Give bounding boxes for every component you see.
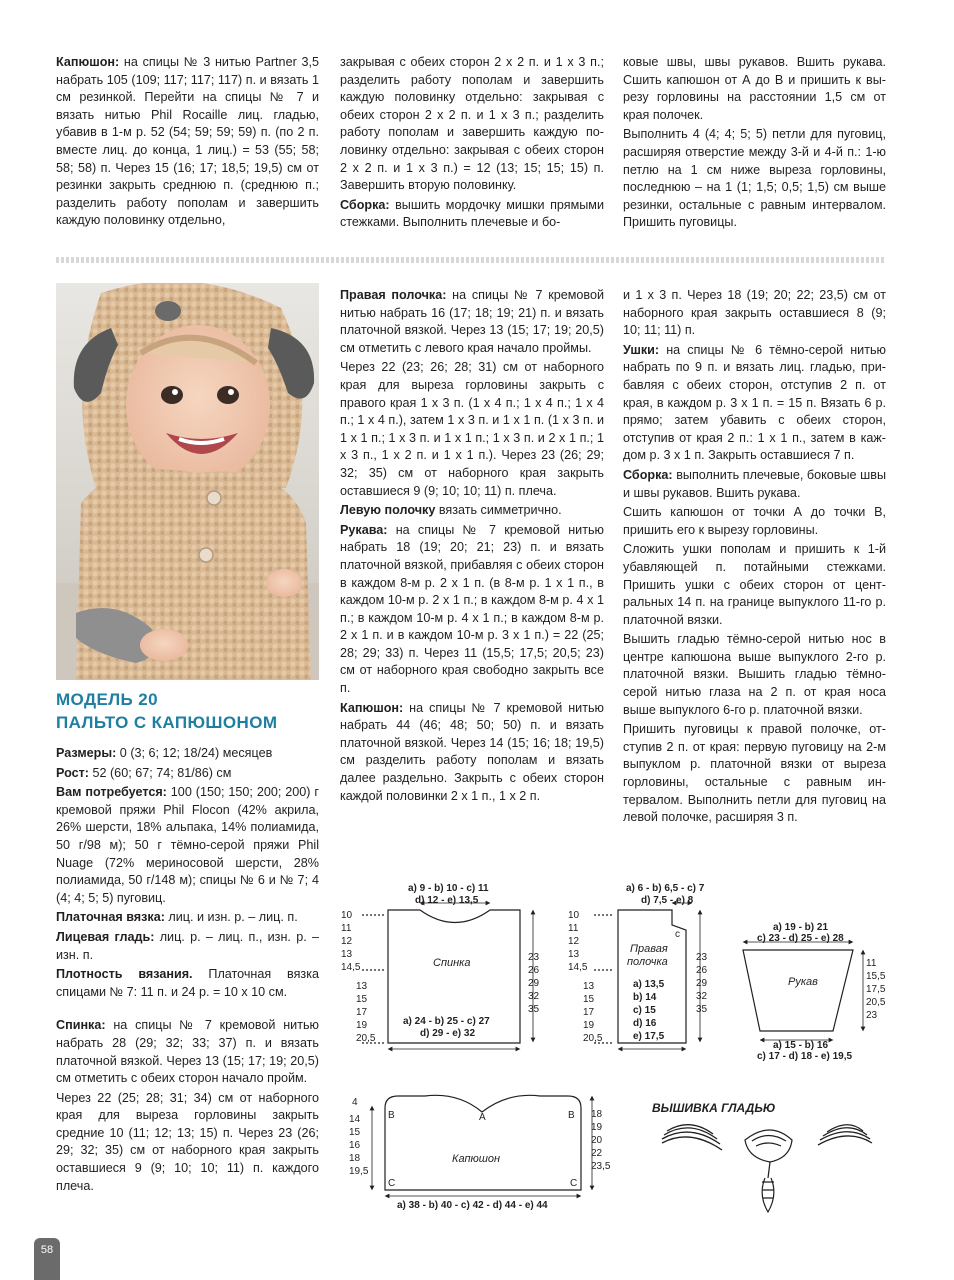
front-left-bottom-sizes: [583, 981, 603, 1044]
sleeves-text: на спицы № 7 кремовой нитью набрать 18 (19; 20; 21; 23) п. и вязать платочной вязкой, прибавляя с обеих сторон в каждом 8-м р. 2 х 1 п. (в 8-м р. 1 х 1 п., в каждом 10-м р. 2 х 1 п.; в каждом 8-м р. 4 х 1 п.; в каждом 10-м р. 4 х 1 п.; в каждом 8-м р. 2 х 1 п. и в каждом 10-м р. 3 х 1 п.) = 22 (25; 28; 29; 33) п. Через 11 (15,5; 17,5; 20,5; 23) см от наборного края свободно закрыть все п.: [340, 522, 604, 696]
sizes-value: 0 (3; 6; 12; 18/24) месяцев: [116, 746, 273, 760]
sleeve-top-label-1: a) 19 - b) 21: [773, 922, 829, 933]
hood-schematic: [372, 1095, 592, 1196]
hood-point-a: A: [479, 1112, 486, 1123]
size: 10: [341, 910, 353, 921]
size: 20,5: [356, 1033, 376, 1044]
stockinette-label: Лицевая гладь:: [56, 929, 155, 944]
hood-bottom-label: a) 38 - b) 40 - c) 42 - d) 44 - e) 44: [397, 1200, 548, 1211]
sleeve-label-name: Рукав: [788, 976, 818, 988]
embroidery-eye-left: [662, 1125, 722, 1150]
ears-label: Ушки:: [623, 342, 660, 357]
size: 15,5: [866, 971, 886, 982]
size: 23: [528, 952, 540, 963]
size: 32: [696, 991, 708, 1002]
size: 23,5: [591, 1161, 611, 1172]
assembly-text: вышить мордочку мишки прямыми стежками. Выполнить плечевые и бо-: [340, 197, 604, 230]
size: 19,5: [349, 1166, 369, 1177]
left-front-text: вязать симметрично.: [435, 503, 562, 518]
width: d) 16: [633, 1018, 657, 1029]
hood-left-sizes: [349, 1114, 369, 1177]
size: 19: [591, 1122, 603, 1133]
front-left-top-sizes: [568, 910, 588, 973]
height-label: Рост:: [56, 765, 89, 780]
gauge-value: Платочная вязка спицами № 7: 11 п. и 24 р. = 10 х 10 см.: [56, 967, 319, 999]
width: b) 14: [633, 992, 657, 1003]
materials-label: Вам потребуется:: [56, 785, 167, 800]
back-bottom-label-2: d) 29 - e) 32: [420, 1028, 476, 1039]
size: 23: [696, 952, 708, 963]
sleeve-bottom-label-2: c) 17 - d) 18 - e) 19,5: [757, 1051, 853, 1062]
back-right-sizes: [528, 952, 540, 1015]
sleeves-label: Рукава:: [340, 522, 388, 537]
hood-point-c-right: C: [570, 1178, 578, 1189]
hood-left-top-size: 4: [352, 1097, 358, 1108]
embroidery-eye-right: [818, 1125, 872, 1145]
size: 17: [583, 1007, 595, 1018]
size: 19: [356, 1020, 368, 1031]
size: 16: [349, 1140, 361, 1151]
size: 29: [696, 978, 708, 989]
width: c) 15: [633, 1005, 656, 1016]
size: 12: [568, 936, 580, 947]
size: 18: [349, 1153, 361, 1164]
hood-right-sizes: [591, 1109, 611, 1172]
size: 19: [583, 1020, 595, 1031]
hood-text-2: на спицы № 7 кремовой нитью набрать 44 (46; 48; 50; 50) п. и вязать платочной вязкой. Через 14 (15; 16; 18; 19,5) см разделить работу пополам и вязать далее раздельно. Закрыть с обеих сторон каждой половинки 2 х 1 п., 1 х 2 п.: [340, 700, 604, 803]
embroidery-title: ВЫШИВКА ГЛАДЬЮ: [652, 1101, 776, 1115]
size: 14: [349, 1114, 361, 1125]
back-left-bottom-sizes: [356, 981, 376, 1044]
size: 22: [591, 1148, 603, 1159]
hood-text-continued: закрывая с обеих сторон 2 х 2 п. и 1 х 3 п.; разделить работу пополам и завершить каждую половинку отдельно: закрывая с обеих сторон 2 х 2 п. и 1 х 3 п.; разделить работу пополам и завершить каждую половинку отдельно: закрывая с обеих сторон 2 х 2 п. и 1 х 3 п.) = 12 (13; 15; 15; 15) п. Завершить вторую половинку.: [340, 55, 604, 193]
front-top-label-1: a) 6 - b) 6,5 - c) 7: [626, 883, 705, 894]
assembly-label: Сборка:: [623, 467, 673, 482]
back-top-label-1: a) 9 - b) 10 - c) 11: [408, 883, 489, 894]
hood-point-c-left: C: [388, 1178, 396, 1189]
garter-label: Платочная вязка:: [56, 910, 165, 925]
stockinette-value: лиц. р. – лиц. п., изн. р. – изн. п.: [56, 929, 319, 962]
width: e) 17,5: [633, 1031, 665, 1042]
size: 29: [528, 978, 540, 989]
size: 26: [528, 965, 540, 976]
sleeve-right-sizes: [866, 958, 886, 1021]
assembly-heading: Сборка:: [340, 197, 390, 212]
size: 35: [696, 1004, 708, 1015]
back-left-top-sizes: [341, 910, 361, 973]
back-top-label-2: d) 12 - e) 13,5: [415, 895, 479, 906]
sleeve-bottom-label-1: a) 15 - b) 16: [773, 1040, 829, 1051]
size: 12: [341, 936, 353, 947]
embroidery-text: Вышить гладью тёмно-серой нитью нос в центре капюшона выше выпуклого 2-го р. платочной вязки. Вышить гладью тёмно-серой нитью глаза на 2 п. от края носа выше выпуклого 6-го р. платочной вязки.: [623, 632, 886, 717]
model-number: МОДЕЛЬ 20: [56, 690, 158, 709]
gauge-label: Плотность вязания.: [56, 967, 193, 982]
front-label-name-1: Правая: [630, 943, 668, 955]
materials-value: 100 (150; 150; 200; 200) г кремовой пряжи Phil Flocon (42% акрила, 26% шерсти, 18% альпака, 14% полиамида, 50 г/98 м); 50 г тёмно-серой пряжи Phil Nuage (72% мериносовой шерсти, 28% полиамида, 50 г/148 м); спицы № 6 и № 7; 4 (4; 4; 5; 5) пуговиц.: [56, 785, 319, 905]
size: 15: [349, 1127, 361, 1138]
size: 15: [356, 994, 368, 1005]
buttons-text: Пришить пуговицы к правой полочке, отступив 2 п. от края: первую пуговицу на 2-м выпуклом р. платочной вязки от выреза горловины, остальные с равным интервалом. Выполнить петли для пуговиц на левой полочке, расширяя 3 п.: [623, 722, 886, 825]
left-front-label: Левую полочку: [340, 503, 436, 518]
front-corner-label: c: [675, 929, 680, 940]
assembly-text-continued: ковые швы, швы рукавов. Вшить рукава. Сшить капюшон от А до В и пришить к вырезу горловины на расстоянии 1,5 см от края полочек.: [623, 55, 886, 122]
height-value: 52 (60; 67; 74; 81/86) см: [88, 765, 232, 780]
size: 15: [583, 994, 595, 1005]
size: 11: [568, 923, 579, 934]
hood-label: Капюшон:: [340, 700, 404, 715]
size: 17: [356, 1007, 368, 1018]
size: 10: [568, 910, 580, 921]
front-label-name-2: полочка: [627, 956, 668, 968]
back-text-2: Через 22 (25; 28; 31; 34) см от наборного края для выреза горловины закрыть средние 10 (11; 12; 13; 15) п. Через 23 (26; 29; 32; 35) см от наборного края закрыть оставшиеся 9 (9; 10; 10; 11) п. каждого плеча.: [56, 1090, 319, 1193]
front-right-sizes: [696, 952, 708, 1015]
hood-finish-text: и 1 х 3 п. Через 18 (19; 20; 22; 23,5) см от наборного края закрыть оставшиеся 8 (9; 10; 11; 11) п.: [623, 288, 886, 338]
size: 20,5: [866, 997, 886, 1008]
back-bottom-label-1: a) 24 - b) 25 - c) 27: [403, 1016, 490, 1027]
size: 13: [583, 981, 595, 992]
size: 18: [591, 1109, 603, 1120]
sizes-label: Размеры:: [56, 746, 117, 760]
right-front-text: на спицы № 7 кремовой нитью набрать 16 (17; 18; 19; 21) п. и вязать платочной вязкой. Через 13 (15; 17; 19; 20,5) см отметить с левого края начало проймы.: [340, 288, 605, 355]
size: 20: [591, 1135, 603, 1146]
right-front-text-2: Через 22 (23; 26; 28; 31) см от наборного края для выреза горловины закрыть с правого края 1 х 3 п. (1 х 4 п.; 1 х 4 п.; 1 х 4 п.; 1 х 4 п.), затем 1 х 3 п. и 1 х 1 п. (1 х 3 п. и 1 х 1 п.; 1 х 3 п. и 1 х 1 п.; 1 х 3 п. и 2 х 1 п.; 1 х 3 п., 1 х 2 п. и 1 х 1 п.). Через 23 (26; 29; 32; 35) см от наборного края закрыть оставшиеся 9 (9; 10; 10; 11) п. плеча.: [340, 360, 604, 498]
front-top-label-2: d) 7,5 - e) 8: [641, 895, 694, 906]
hood-point-b-right: B: [568, 1110, 575, 1121]
size: 23: [866, 1010, 878, 1021]
back-label-name: Спинка: [433, 957, 471, 969]
back-text: на спицы № 7 кремовой нитью набрать 28 (29; 32; 33; 37) п. и вязать платочной вязкой. Через 13 (15; 17; 19; 20,5) см отметить с обеих сторон начало пройм.: [56, 1018, 319, 1086]
size: 35: [528, 1004, 540, 1015]
ears-attach-text: Сложить ушки пополам и пришить к 1-й убавляющей п. потайными стежками. Пришить ушки с обеих сторон от центральных 14 п. на границе выпуклого 11-го р. платочной вязки.: [623, 542, 886, 627]
ears-text: на спицы № 6 тёмно-серой нитью набрать по 9 п. и вязать лиц. гладью, прибавляя с обеих сторон, отступив 2 п. от края, в каждом р. 3 х 1 п. = 15 п. Вязать 6 р. прямо; затем убавить с обеих сторон, отступив от края 2 п.: 1 х 1 п., затем в каждом р. 3 х 1 п. Закрыть оставшиеся 7 п.: [623, 342, 886, 463]
back-label: Спинка:: [56, 1018, 106, 1033]
sleeve-top-label-2: c) 23 - d) 25 - e) 28: [757, 933, 844, 944]
hood-point-b-left: B: [388, 1110, 395, 1121]
size: 26: [696, 965, 708, 976]
size: 11: [866, 958, 877, 969]
hood-heading: Капюшон:: [56, 55, 120, 69]
hood-seam-text: Сшить капюшон от точки А до точки В, пришить его к вырезу горловины.: [623, 505, 886, 537]
front-widths: [633, 979, 665, 1042]
garter-value: лиц. и изн. р. – лиц. п.: [164, 910, 298, 925]
right-front-label: Правая полочка:: [340, 288, 447, 302]
assembly-text-2: выполнить плечевые, боковые швы и швы рукавов. Вшить рукава.: [623, 467, 886, 500]
size: 14,5: [568, 962, 588, 973]
hood-text: на спицы № 3 нитью Partner 3,5 набрать 105 (109; 117; 117; 117) п. и вязать 1 см резинкой. Перейти на спицы № 7 и вязать нитью Phil Rocaille лиц. гладью, убавив в 1-м р. 52 (54; 59; 59; 59) п. (по 2 п. вместе лиц. до конца, 1 лиц.) = 53 (55; 58; 58; 58) п. Через 15 (16; 17; 18,5; 19,5) см от резинки закрыть среднюю п. (среднюю п.; разделить работу пополам и завершить каждую половинку отдельно,: [56, 55, 319, 228]
size: 32: [528, 991, 540, 1002]
sleeve-schematic: [743, 942, 863, 1040]
size: 11: [341, 923, 352, 934]
hood-label-name: Капюшон: [452, 1153, 501, 1165]
size: 20,5: [583, 1033, 603, 1044]
size: 13: [568, 949, 580, 960]
size: 13: [356, 981, 368, 992]
page-number: 58: [34, 1238, 60, 1280]
width: a) 13,5: [633, 979, 665, 990]
size: 17,5: [866, 984, 886, 995]
buttonholes-text: Выполнить 4 (4; 4; 5; 5) петли для пуговиц, расширяя отверстие между 3-й и 4-й п.: 1-ю петлю на 1 см ниже выреза горловины, последнюю – на 1 (1; 1,5; 0,5; 1,5) см выше резинки, остальные с равным интервалом. Пришить пуговицы.: [623, 127, 886, 230]
size: 13: [341, 949, 353, 960]
model-name: ПАЛЬТО С КАПЮШОНОМ: [56, 713, 278, 732]
embroidery-nose: [745, 1130, 792, 1212]
size: 14,5: [341, 962, 361, 973]
